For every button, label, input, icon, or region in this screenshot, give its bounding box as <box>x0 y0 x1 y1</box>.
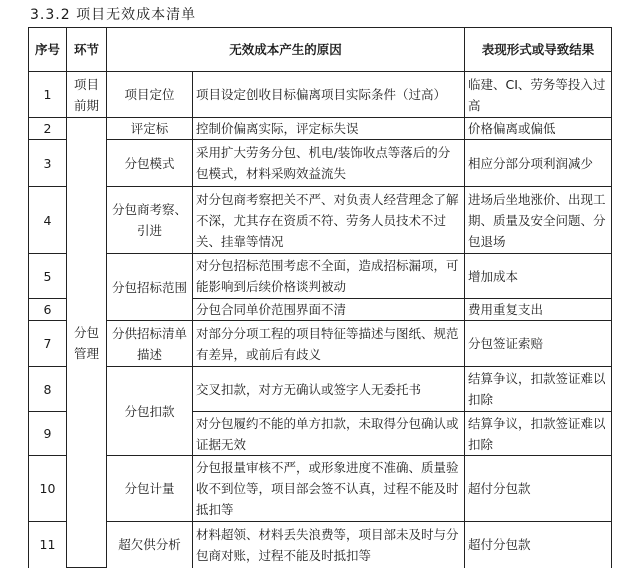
row-no: 8 <box>29 367 67 412</box>
table-row <box>29 187 612 254</box>
table-row <box>29 118 612 140</box>
row-reason: 分包报量审核不严，或形象进度不准确、质量验收不到位等，项目部会签不认真，过程不能及时抵扣等 <box>193 456 465 522</box>
row-reason: 材料超领、材料丢失浪费等，项目部未及时与分包商对账，过程不能及时抵扣等 <box>193 522 465 568</box>
table-row <box>29 140 612 187</box>
table-row <box>29 456 612 522</box>
table-row <box>29 522 612 568</box>
row-effect: 结算争议，扣款签证难以扣除 <box>465 367 612 412</box>
table-row <box>29 72 612 118</box>
header-no: 序号 <box>29 28 67 72</box>
row-effect: 超付分包款 <box>465 522 612 568</box>
row-item: 分供招标清单描述 <box>107 321 193 367</box>
row-reason: 控制价偏离实际，评定标失误 <box>193 118 465 140</box>
table-header-row <box>29 28 612 72</box>
row-no: 6 <box>29 299 67 321</box>
table-row <box>29 321 612 367</box>
row-reason: 交叉扣款，对方无确认或签字人无委托书 <box>193 367 465 412</box>
row-no: 11 <box>29 522 67 568</box>
row-effect: 结算争议，扣款签证难以扣除 <box>465 412 612 456</box>
row-effect: 超付分包款 <box>465 456 612 522</box>
row-effect: 相应分部分项利润减少 <box>465 140 612 187</box>
header-reason: 无效成本产生的原因 <box>107 28 465 72</box>
row-effect: 价格偏离或偏低 <box>465 118 612 140</box>
row-effect: 进场后坐地涨价、出现工期、质量及安全问题、分包退场 <box>465 187 612 254</box>
row-no: 7 <box>29 321 67 367</box>
row-item: 超欠供分析 <box>107 522 193 568</box>
row-effect: 分包签证索赔 <box>465 321 612 367</box>
header-effect: 表现形式或导致结果 <box>465 28 612 72</box>
header-stage: 环节 <box>67 28 107 72</box>
row-no: 3 <box>29 140 67 187</box>
row-item: 评定标 <box>107 118 193 140</box>
invalid-cost-table <box>28 27 612 568</box>
row-item: 分包招标范围 <box>107 254 193 321</box>
row-item: 项目定位 <box>107 72 193 118</box>
row-item: 分包模式 <box>107 140 193 187</box>
row-no: 10 <box>29 456 67 522</box>
row-effect: 临建、CI、劳务等投入过高 <box>465 72 612 118</box>
row-reason: 分包合同单价范围界面不清 <box>193 299 465 321</box>
row-effect: 费用重复支出 <box>465 299 612 321</box>
stage-early: 项目前期 <box>67 72 107 118</box>
row-reason: 项目设定创收目标偏离项目实际条件（过高） <box>193 72 465 118</box>
row-item: 分包扣款 <box>107 367 193 456</box>
row-reason: 对分包履约不能的单方扣款，未取得分包确认或证据无效 <box>193 412 465 456</box>
table-row <box>29 254 612 299</box>
row-item: 分包计量 <box>107 456 193 522</box>
row-no: 1 <box>29 72 67 118</box>
row-item: 分包商考察、引进 <box>107 187 193 254</box>
table-row <box>29 367 612 412</box>
row-no: 4 <box>29 187 67 254</box>
row-reason: 对分包商考察把关不严、对负责人经营理念了解不深，尤其存在资质不符、劳务人员技术不过关、挂靠等情况 <box>193 187 465 254</box>
row-reason: 采用扩大劳务分包、机电/装饰收点等落后的分包模式，材料采购效益流失 <box>193 140 465 187</box>
row-no: 5 <box>29 254 67 299</box>
row-no: 9 <box>29 412 67 456</box>
stage-subcontract: 分包管理 <box>67 118 107 568</box>
row-reason: 对部分分项工程的项目特征等描述与图纸、规范有差异，或前后有歧义 <box>193 321 465 367</box>
row-reason: 对分包招标范围考虑不全面，造成招标漏项，可能影响到后续价格谈判被动 <box>193 254 465 299</box>
section-title: 3.3.2 项目无效成本清单 <box>30 7 197 23</box>
row-no: 2 <box>29 118 67 140</box>
row-effect: 增加成本 <box>465 254 612 299</box>
